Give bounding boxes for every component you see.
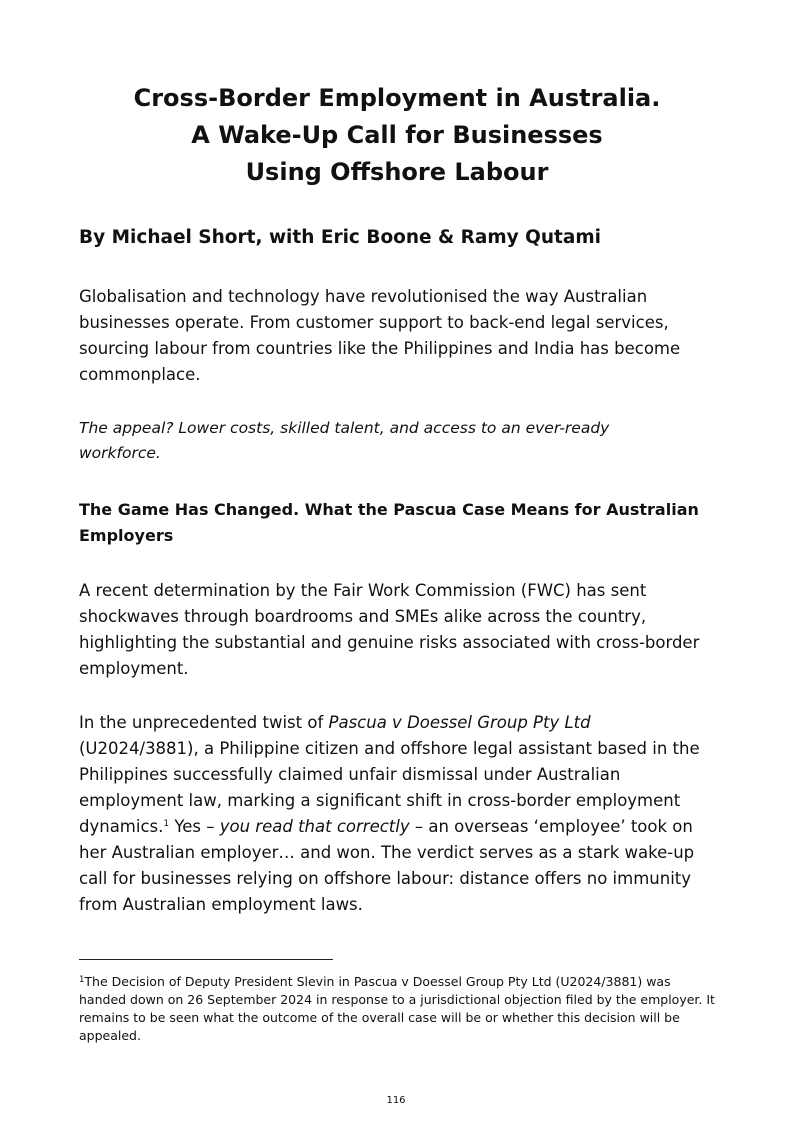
footnote: [79, 973, 715, 1045]
title-line-2: A Wake-Up Call for Businesses: [191, 121, 603, 149]
footnote-divider: [79, 959, 333, 960]
pascua-text-2: (U2024/3881), a Philippine citizen and offshore legal assistant based in the Philippines successfully claimed unfair dismissal under Australian employment law, marking a significant shift in cross-border employment dynamics.: [79, 739, 700, 836]
title-line-1: Cross-Border Employment in Australia.: [133, 84, 661, 112]
page-number: 116: [386, 1095, 406, 1106]
footnote-number: 1: [79, 975, 85, 985]
fwc-paragraph: A recent determination by the Fair Work Commission (FWC) has sent shockwaves through boardrooms and SMEs alike across the country, highlighting the substantial and genuine risks associated with cross-border employment.: [79, 581, 700, 678]
intro-paragraph: Globalisation and technology have revolutionised the way Australian businesses operate. From customer support to back-end legal services, sourcing labour from countries like the Philippines and India has become commonplace.: [79, 287, 681, 384]
footnote-reference[interactable]: 1: [163, 819, 170, 829]
author-byline: By Michael Short, with Eric Boone & Ramy Qutami: [79, 227, 601, 248]
footnote-text: The Decision of Deputy President Slevin in Pascua v Doessel Group Pty Ltd (U2024/3881) was handed down on 26 September 2024 in response to a jurisdictional objection filed by the employer. It remains to be seen what the outcome of the overall case will be or whether this decision will be appealed.: [79, 974, 715, 1043]
title-line-3: Using Offshore Labour: [245, 158, 549, 186]
section-heading: The Game Has Changed. What the Pascua Case Means for Australian Employers: [79, 500, 699, 545]
appeal-paragraph: The appeal? Lower costs, skilled talent, and access to an ever-ready workforce.: [79, 419, 610, 462]
case-name: Pascua v Doessel Group Pty Ltd: [328, 713, 591, 732]
pascua-text-1: In the unprecedented twist of: [79, 713, 329, 732]
document-title: [79, 80, 715, 191]
pascua-text-4: – an overseas ‘employee’ took on her Australian employer… and won. The verdict serves as a stark wake-up call for businesses relying on offshore labour: distance offers no immunity from Australian employment laws.: [79, 817, 695, 914]
pascua-paragraph: [79, 710, 715, 918]
pascua-text-3: Yes –: [169, 817, 220, 836]
emphasis-text: you read that correctly: [219, 817, 410, 836]
